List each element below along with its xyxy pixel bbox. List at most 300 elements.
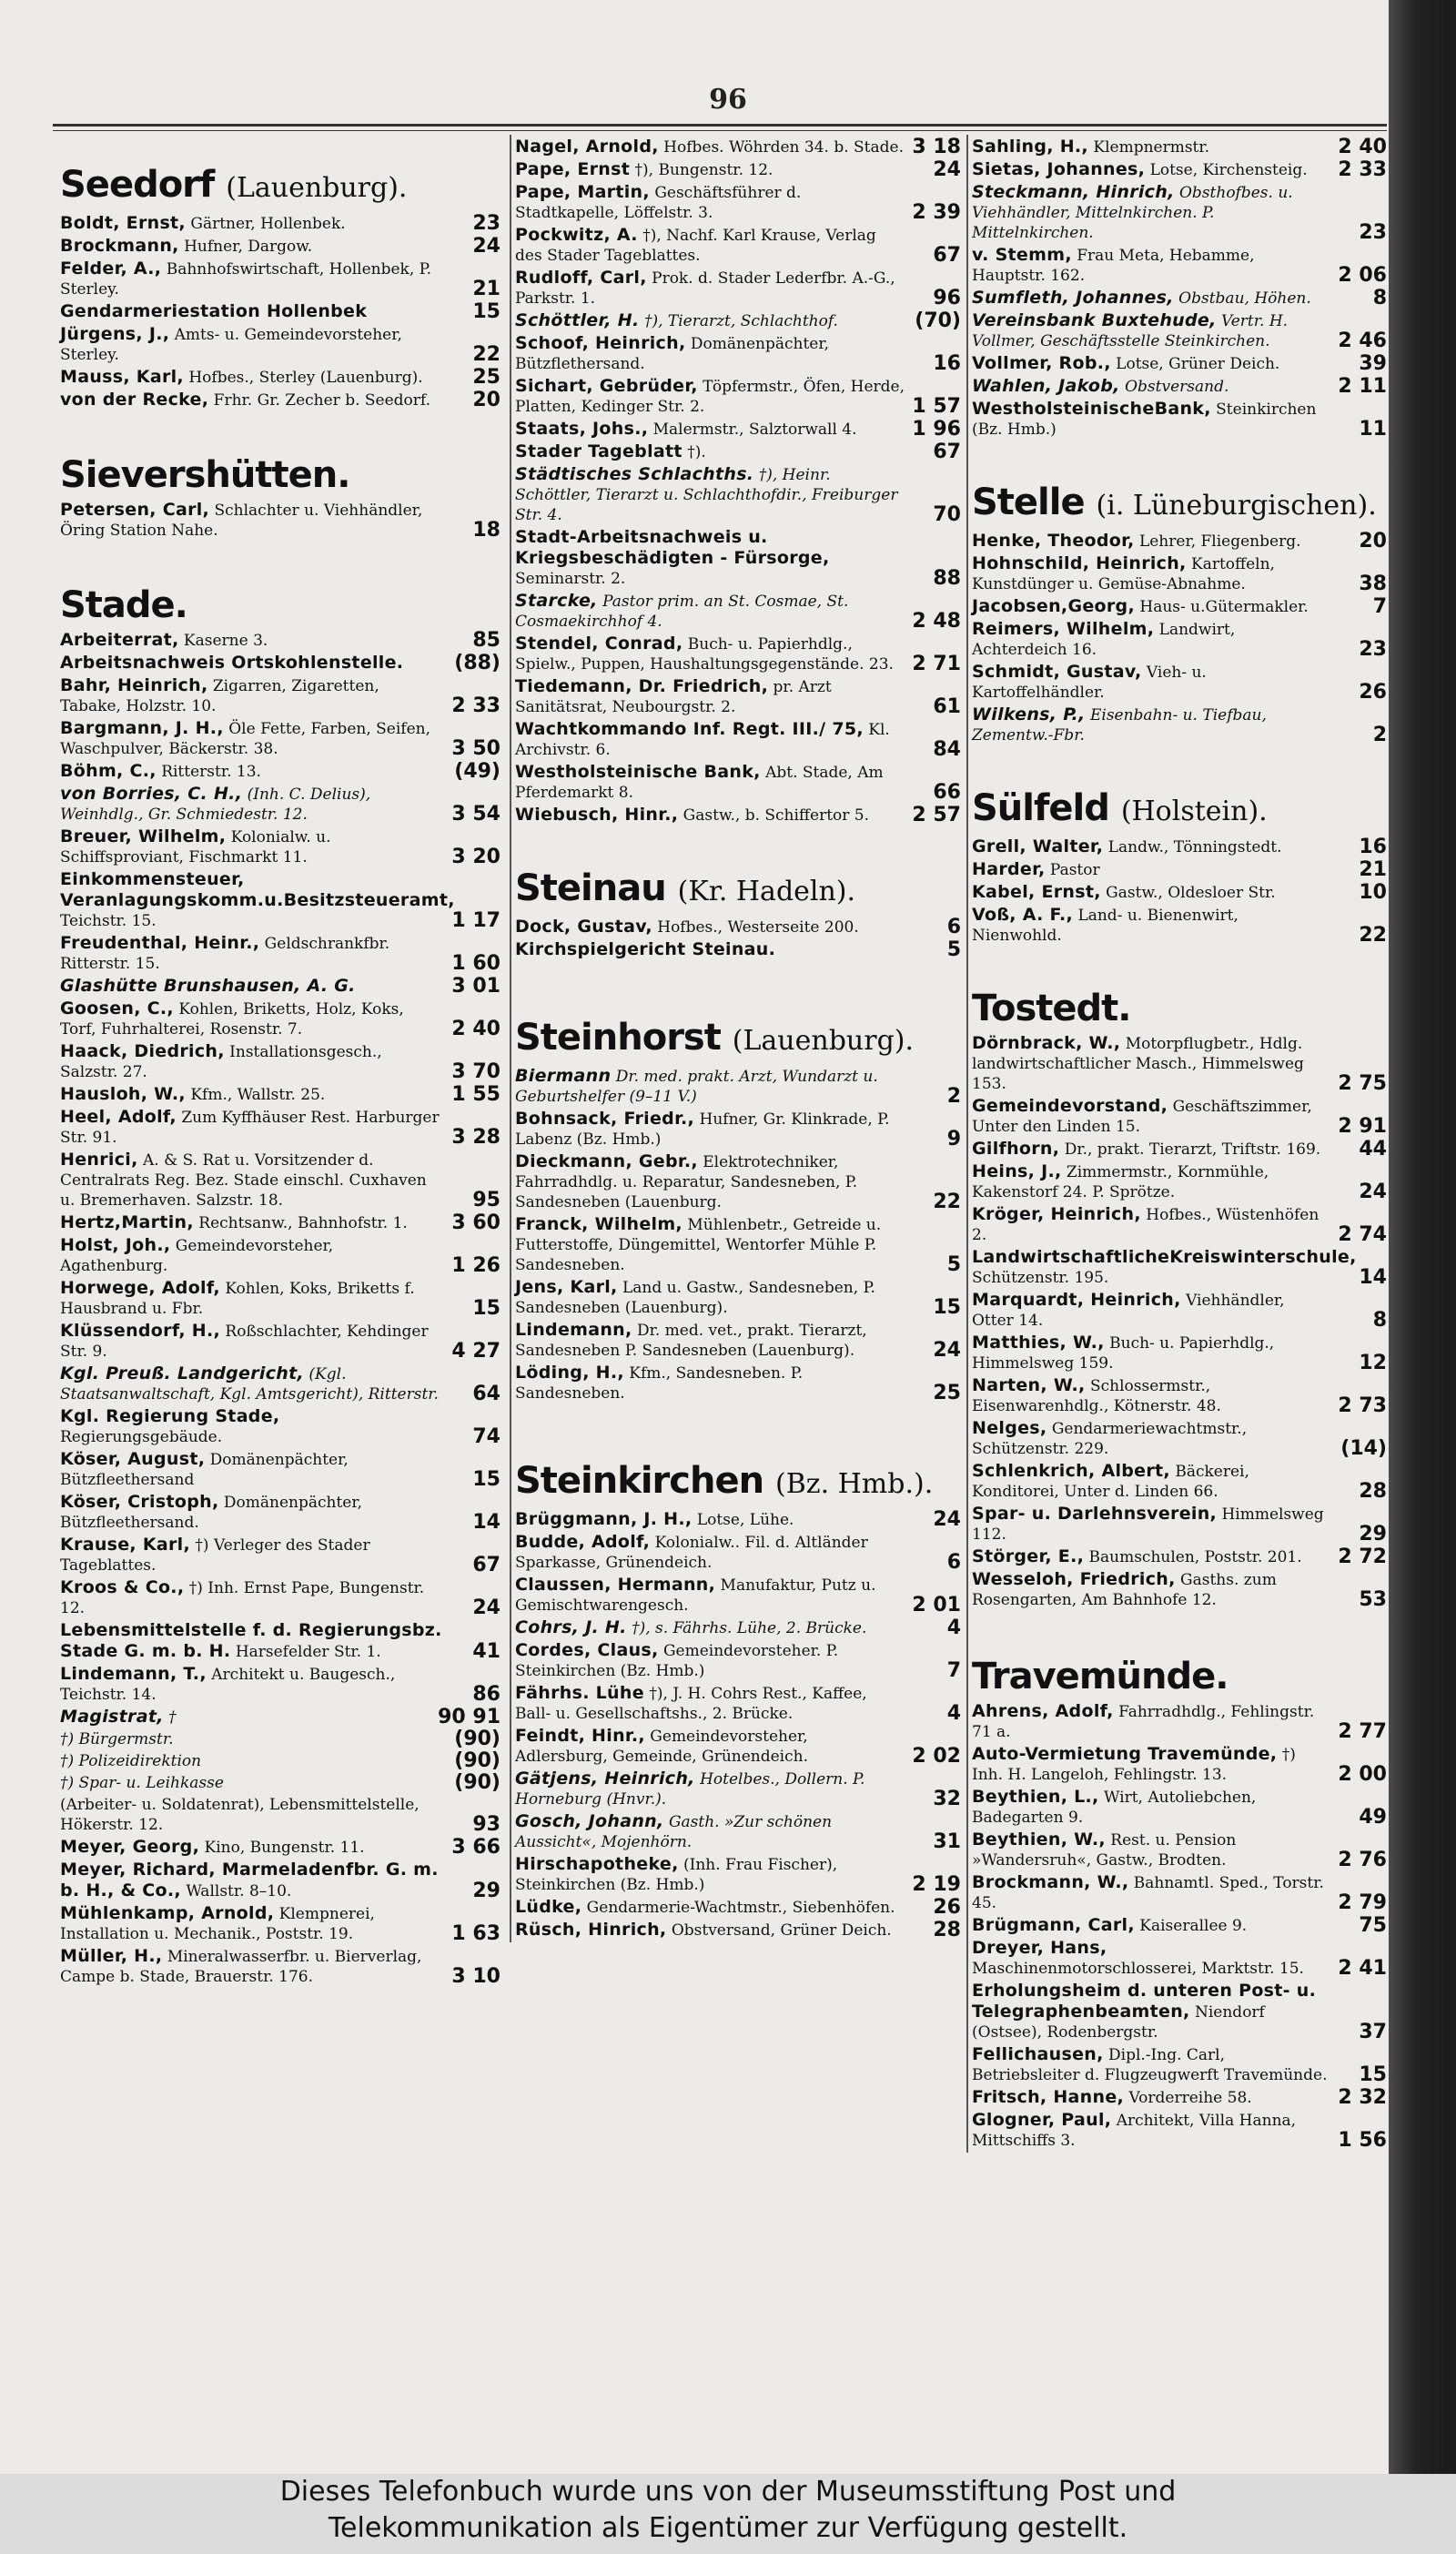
listing-entry <box>972 2044 1387 2085</box>
town-region: (Lauenburg). <box>226 172 408 204</box>
town-region: (Bz. Hmb.). <box>775 1468 934 1500</box>
listing-description: Frhr. Gr. Zecher b. Seedorf. <box>213 391 430 410</box>
listing-description: Vorderreihe 58. <box>1128 2089 1252 2107</box>
listing-name: Vereinsbank Buxtehude, <box>972 310 1217 330</box>
column-1 <box>56 135 500 1989</box>
listing-name: Löding, H., <box>515 1363 624 1383</box>
listing-entry <box>972 836 1387 857</box>
listing-description: †). <box>687 443 706 461</box>
phone-number: 24 <box>472 235 500 258</box>
listing-entry <box>515 464 961 525</box>
phone-number: 93 <box>472 1813 500 1836</box>
listing-entry <box>60 784 500 825</box>
listing-entry <box>515 1363 961 1404</box>
listing-description: Fahrradhdlg., Fehlingstr. 71 a. <box>972 1703 1315 1741</box>
listing-description: Pastor prim. an St. Cosmae, St. Cosmaekirchhof 4. <box>515 593 849 631</box>
listing-entry <box>60 675 500 716</box>
listing-name: Brüggmann, J. H., <box>515 1509 693 1529</box>
listing-name: Fellichausen, <box>972 2044 1104 2064</box>
listing-description: Niendorf (Ostsee), Rodenbergstr. <box>972 2003 1265 2042</box>
phone-number: 28 <box>1359 1480 1387 1503</box>
listing-description: †), s. Fährhs. Lühe, 2. Brücke. <box>632 1619 867 1637</box>
phone-number: 37 <box>1359 2021 1387 2043</box>
phone-number: 15 <box>472 1297 500 1320</box>
phone-number: 2 11 <box>1338 375 1387 398</box>
phone-number: 25 <box>472 366 500 389</box>
listing-name: Sietas, Johannes, <box>972 159 1146 179</box>
listing-description: Hofbes., Westerseite 200. <box>657 918 859 937</box>
phone-number: 15 <box>933 1296 961 1319</box>
listing-entry <box>515 1897 961 1918</box>
listing-entry <box>60 1084 500 1105</box>
listing-name: Henke, Theodor, <box>972 531 1135 551</box>
phone-number: 24 <box>933 1339 961 1362</box>
listing-description: (Kgl. Staatsanwaltschaft, Kgl. Amtsgericht), Ritterstr. <box>60 1365 439 1404</box>
listing-description: †), Bungenstr. 12. <box>634 161 774 179</box>
listing-entry <box>972 1744 1387 1785</box>
listing-entry <box>972 1096 1387 1137</box>
listing-entry <box>60 826 500 867</box>
listing-entry <box>972 1033 1387 1094</box>
listing-description: Teichstr. 15. <box>60 912 157 930</box>
listing-name: Tiedemann, Dr. Friedrich, <box>515 676 769 696</box>
listing-description: Wirt, Autoliebchen, Badegarten 9. <box>972 1789 1257 1827</box>
listing-description: † <box>168 1708 177 1727</box>
phone-number: 2 46 <box>1338 329 1387 352</box>
phone-number: 29 <box>1359 1523 1387 1546</box>
phone-number: 9 <box>946 1128 961 1150</box>
phone-number: 2 19 <box>912 1873 961 1896</box>
listing-name: von der Recke, <box>60 390 209 410</box>
phone-number: 15 <box>472 1468 500 1491</box>
phone-number: 3 54 <box>451 803 500 826</box>
listing-name: Beythien, L., <box>972 1787 1099 1807</box>
listing-name: Claussen, Hermann, <box>515 1575 716 1595</box>
phone-number: 39 <box>1359 352 1387 375</box>
listing-name: Arbeiterrat, <box>60 630 179 650</box>
listing-entry <box>60 1041 500 1082</box>
listing-entry <box>515 591 961 632</box>
phone-number: 22 <box>472 343 500 366</box>
listing-description: Eisenbahn- u. Tiefbau, Zementw.-Fbr. <box>972 706 1267 745</box>
listing-entry <box>515 1151 961 1212</box>
listing-entry <box>972 619 1387 660</box>
listing-description: Kfm., Sandesneben. P. Sandesneben. <box>515 1364 804 1403</box>
footer-line-1: Dieses Telefonbuch wurde uns von der Museumsstiftung Post und <box>279 2476 1177 2508</box>
listing-description: Dr. med. prakt. Arzt, Wundarzt u. Geburtshelfer (9–11 V.) <box>515 1068 878 1106</box>
listing-name: Glashütte Brunshausen, A. G. <box>60 976 356 996</box>
listing-name: Köser, Cristoph, <box>60 1492 219 1512</box>
listing-entry <box>60 933 500 974</box>
phone-number: 24 <box>933 1508 961 1531</box>
town-name: Sülfeld <box>972 787 1109 829</box>
listing-description: Schlossermstr., Eisenwarenhdlg., Kötnerstr. 48. <box>972 1377 1221 1415</box>
listing-name: Schöttler, H. <box>515 310 640 330</box>
listing-name: Sahling, H., <box>972 137 1088 157</box>
listing-entry <box>60 1278 500 1319</box>
listing-entry <box>972 662 1387 703</box>
phone-number: 12 <box>1359 1352 1387 1374</box>
phone-number: 86 <box>472 1683 500 1706</box>
town-name: Travemünde. <box>972 1656 1228 1698</box>
phone-number: 2 32 <box>1338 2086 1387 2109</box>
listing-entry <box>515 633 961 674</box>
listing-name: Nelges, <box>972 1418 1047 1438</box>
listing-entry <box>60 630 500 651</box>
listing-entry <box>515 762 961 803</box>
listing-description: Motorpflugbetr., Hdlg. landwirtschaftlicher Masch., Himmelsweg 153. <box>972 1035 1304 1093</box>
phone-number: 61 <box>933 695 961 718</box>
listing-name: Wahlen, Jakob, <box>972 376 1120 396</box>
listing-description: A. & S. Rat u. Vorsitzender d. Centralrats Reg. Bez. Stade einschl. Cuxhaven u. Bremerhaven. Salzstr. 18. <box>60 1151 427 1210</box>
listing-name: Pape, Ernst <box>515 159 631 179</box>
phone-number: 4 <box>946 1617 961 1639</box>
phone-number: 3 70 <box>451 1060 500 1083</box>
listing-name: Hausloh, W., <box>60 1084 186 1104</box>
listing-description: Ritterstr. 13. <box>161 763 261 781</box>
listing-description: Lehrer, Fliegenberg. <box>1138 532 1301 551</box>
listing-entry <box>515 719 961 760</box>
listing-name: Grell, Walter, <box>972 836 1104 856</box>
listing-entry <box>515 137 961 157</box>
town-region: (Holstein). <box>1120 796 1268 827</box>
listing-entry <box>972 353 1387 374</box>
listing-name: Arbeitsnachweis Ortskohlenstelle. <box>60 653 404 673</box>
listing-entry <box>972 310 1387 351</box>
listing-name: Klüssendorf, H., <box>60 1321 221 1341</box>
listing-description: Bahnhofswirtschaft, Hollenbek, P. Sterley. <box>60 260 432 299</box>
listing-description: Malermstr., Salztorwall 4. <box>652 421 857 439</box>
listing-name: Cordes, Claus, <box>515 1640 659 1660</box>
listing-description: Kfm., Wallstr. 25. <box>190 1086 326 1104</box>
phone-number: 64 <box>472 1383 500 1405</box>
listing-description: Obsthofbes. u. Viehhändler, Mittelnkirchen. P. Mittelnkirchen. <box>972 184 1293 242</box>
listing-name: Müller, H., <box>60 1946 163 1966</box>
listing-description: Hofbes., Wüstenhöfen 2. <box>972 1206 1320 1244</box>
town-name: Sievershütten. <box>60 454 350 496</box>
listing-entry <box>515 1920 961 1941</box>
phone-number: 1 26 <box>451 1254 500 1277</box>
listing-description: Gemeindevorsteher. P. Steinkirchen (Bz. Hmb.) <box>515 1642 839 1680</box>
listing-name: Holst, Joh., <box>60 1235 171 1255</box>
listing-entry <box>972 1139 1387 1160</box>
listing-entry <box>60 1150 500 1211</box>
listing-name: Boldt, Ernst, <box>60 213 186 233</box>
phone-number: 22 <box>1359 924 1387 947</box>
phone-number: 2 91 <box>1338 1115 1387 1138</box>
listing-entry <box>972 245 1387 286</box>
listing-entry <box>515 917 961 937</box>
listing-name: Reimers, Wilhelm, <box>972 619 1155 639</box>
listing-entry <box>972 182 1387 243</box>
listing-entry <box>972 1872 1387 1913</box>
listing-entry <box>515 1214 961 1275</box>
phone-number: 2 41 <box>1338 1957 1387 1980</box>
listing-entry <box>515 1683 961 1724</box>
listing-entry <box>515 1769 961 1809</box>
phone-number: 41 <box>472 1640 500 1663</box>
listing-entry <box>515 441 961 462</box>
phone-number: 3 50 <box>451 737 500 760</box>
listing-entry <box>60 718 500 759</box>
listing-description: Viehhändler, Otter 14. <box>972 1292 1285 1330</box>
listing-description: Hofbes. Wöhrden 34. b. Stade. <box>663 138 904 157</box>
listing-name: Rudloff, Carl, <box>515 268 647 288</box>
listing-entry <box>972 1290 1387 1331</box>
listing-name: Böhm, C., <box>60 761 157 781</box>
listing-entry <box>60 236 500 257</box>
listing-entry <box>60 1212 500 1233</box>
listing-name: Jacobsen,Georg, <box>972 596 1135 616</box>
listing-entry <box>972 376 1387 397</box>
listing-entry <box>60 390 500 410</box>
town-heading <box>972 480 1387 529</box>
listing-description: Steinkirchen (Bz. Hmb.) <box>972 400 1317 439</box>
listing-name: Gilfhorn, <box>972 1139 1060 1159</box>
phone-number: 67 <box>933 441 961 463</box>
town-heading <box>60 452 500 498</box>
listing-description: Obstversand. <box>1125 378 1229 396</box>
listing-entry <box>515 225 961 266</box>
listing-name: Lindemann, <box>515 1320 632 1340</box>
listing-entry <box>972 1375 1387 1416</box>
phone-number: 10 <box>1359 881 1387 904</box>
phone-number: 1 56 <box>1338 2129 1387 2152</box>
listing-name: Kröger, Heinrich, <box>972 1204 1141 1224</box>
listing-description: Lotse, Grüner Deich. <box>1116 355 1280 373</box>
listing-name: Sichart, Gebrüder, <box>515 376 698 396</box>
town-name: Steinkirchen <box>515 1460 764 1502</box>
listing-name: Budde, Adolf, <box>515 1532 651 1552</box>
listing-entry <box>515 1617 961 1638</box>
listing-name: WestholsteinischeBank, <box>972 399 1211 419</box>
phone-number: 2 <box>1372 724 1387 746</box>
column-3 <box>966 135 1387 2153</box>
phone-number: 2 72 <box>1338 1546 1387 1568</box>
listing-description: Gemeindevorsteher, Agathenburg. <box>60 1237 334 1275</box>
listing-description: Land u. Gastw., Sandesneben, P. Sandesneben (Lauenburg). <box>515 1279 875 1317</box>
phone-number: 1 57 <box>912 395 961 418</box>
listing-description: Bahnamtl. Sped., Torstr. 45. <box>972 1874 1324 1912</box>
phone-number: 3 66 <box>451 1836 500 1859</box>
listing-name: LandwirtschaftlicheKreiswinterschule, <box>972 1247 1357 1267</box>
phone-number: 6 <box>946 1551 961 1574</box>
listing-name: Mühlenkamp, Arnold, <box>60 1903 275 1923</box>
listing-description: †), Nachf. Karl Krause, Verlag des Stader Tageblattes. <box>515 227 876 265</box>
listing-entry <box>972 905 1387 946</box>
listing-name: Fritsch, Hanne, <box>972 2087 1125 2107</box>
listing-description: Gendarmerie-Wachtmstr., Siebenhöfen. <box>586 1899 895 1917</box>
listing-description: Hufner, Gr. Klinkrade, P. Labenz (Bz. Hmb.) <box>515 1110 890 1149</box>
listing-description: Lotse, Kirchensteig. <box>1149 161 1308 179</box>
town-name: Stade. <box>60 584 187 626</box>
listing-description: Geschäftsführer d. Stadtkapelle, Löffelstr. 3. <box>515 184 802 222</box>
listing-name: Lüdke, <box>515 1897 582 1917</box>
phone-number: 2 79 <box>1338 1891 1387 1914</box>
listing-name: Staats, Johs., <box>515 419 649 439</box>
listing-entry <box>515 676 961 717</box>
listing-description: Installationsgesch., Salzstr. 27. <box>60 1043 382 1081</box>
listing-description: Buch- u. Papierhdlg., Spielw., Puppen, Haushaltungsgegenstände. 23. <box>515 635 894 674</box>
listing-description: Wallstr. 8–10. <box>186 1882 292 1900</box>
listing-entry <box>972 1461 1387 1502</box>
phone-number: 2 74 <box>1338 1223 1387 1246</box>
listing-name: Stader Tageblatt <box>515 441 682 461</box>
phone-number: 2 <box>946 1085 961 1108</box>
listing-entry <box>972 1247 1387 1288</box>
listing-name: Schmidt, Gustav, <box>972 662 1142 682</box>
listing-entry <box>515 1509 961 1530</box>
listing-entry <box>972 288 1387 309</box>
listing-entry <box>60 1795 500 1835</box>
phone-number: 23 <box>1359 638 1387 661</box>
listing-entry <box>972 1938 1387 1979</box>
listing-entry <box>515 1066 961 1107</box>
listing-name: Lebensmittelstelle f. d. Regierungsbz. Stade G. m. b. H. <box>60 1620 442 1661</box>
phone-number: 2 00 <box>1338 1763 1387 1786</box>
listing-entry <box>515 1320 961 1361</box>
listing-name: Henrici, <box>60 1150 138 1170</box>
listing-entry <box>972 1829 1387 1870</box>
listing-entry <box>515 1854 961 1895</box>
listing-description: Kaiserallee 9. <box>1139 1917 1248 1935</box>
listing-description: Maschinenmotorschlosserei, Marktstr. 15. <box>972 1960 1304 1978</box>
listing-entry <box>60 1235 500 1276</box>
phone-number: 96 <box>933 287 961 309</box>
phone-number: 49 <box>1359 1806 1387 1829</box>
listing-description: Kohlen, Briketts, Holz, Koks, Torf, Fuhrhalterei, Rosenstr. 7. <box>60 1000 404 1039</box>
phone-number: (90) <box>454 1728 500 1750</box>
listing-description: Architekt, Villa Hanna, Mittschiffs 3. <box>972 2112 1297 2150</box>
listing-name: Dörnbrack, W., <box>972 1033 1121 1053</box>
phone-number: (90) <box>454 1749 500 1772</box>
listing-name: Goosen, C., <box>60 998 174 1019</box>
listing-name: Meyer, Georg, <box>60 1837 200 1857</box>
phone-number: 3 60 <box>451 1211 500 1234</box>
phone-number: 24 <box>472 1596 500 1619</box>
listing-description: Elektrotechniker, Fahrradhdlg. u. Reparatur, Sandesneben, P. Sandesneben (Lauenburg. <box>515 1153 858 1211</box>
town-name: Stelle <box>972 481 1085 523</box>
phone-number: 2 77 <box>1338 1720 1387 1743</box>
listing-description: (Inh. C. Delius), Weinhdlg., Gr. Schmiedestr. 12. <box>60 785 371 824</box>
phone-number: 95 <box>472 1189 500 1211</box>
phone-number: 8 <box>1372 287 1387 309</box>
listing-description: Gärtner, Hollenbek. <box>190 215 346 233</box>
listing-name: Biermann <box>515 1066 612 1086</box>
listing-name: Hertz,Martin, <box>60 1212 194 1232</box>
phone-number: 2 73 <box>1338 1394 1387 1417</box>
phone-number: 5 <box>946 1253 961 1276</box>
listing-name: Städtisches Schlachths. <box>515 464 754 484</box>
phone-number: 2 01 <box>912 1594 961 1617</box>
listing-entry <box>515 1277 961 1318</box>
listing-name: Stendel, Conrad, <box>515 633 683 654</box>
listing-description: Pastor <box>1049 861 1100 879</box>
listing-entry <box>515 1811 961 1852</box>
listing-description: Töpfermstr., Öfen, Herde, Platten, Kedinger Str. 2. <box>515 378 905 416</box>
listing-name: Krause, Karl, <box>60 1535 191 1555</box>
listing-description: Zum Kyffhäuser Rest. Harburger Str. 91. <box>60 1109 440 1147</box>
listing-name: Glogner, Paul, <box>972 2110 1112 2130</box>
listing-description: Obstbau, Höhen. <box>1178 289 1311 308</box>
listing-name: Voß, A. F., <box>972 905 1074 925</box>
phone-number: 26 <box>933 1896 961 1919</box>
listing-entry <box>972 859 1387 880</box>
phone-number: (49) <box>454 760 500 783</box>
listing-name: Stadt-Arbeitsnachweis u. Kriegsbeschädigten - Fürsorge, <box>515 527 830 568</box>
listing-entry <box>60 367 500 388</box>
phone-number: 23 <box>472 212 500 235</box>
listing-name: Köser, August, <box>60 1449 206 1469</box>
listing-entry <box>60 1107 500 1148</box>
phone-number: 4 27 <box>451 1340 500 1363</box>
phone-number: 2 57 <box>912 804 961 826</box>
phone-number: 28 <box>933 1919 961 1941</box>
listing-entry <box>60 213 500 234</box>
phone-number: (90) <box>454 1771 500 1794</box>
listing-entry <box>60 998 500 1039</box>
listing-name: Störger, E., <box>972 1546 1085 1566</box>
listing-entry <box>60 869 500 931</box>
town-region: (Lauenburg). <box>732 1025 915 1057</box>
town-heading <box>515 866 961 915</box>
listing-entry <box>60 1620 500 1662</box>
listing-description: Domänenpächter, Bützflethersand. <box>515 335 829 373</box>
listing-description: Land- u. Bienenwirt, Nienwohld. <box>972 907 1239 945</box>
phone-number: 1 60 <box>451 952 500 975</box>
listing-entry <box>60 1577 500 1618</box>
listing-name: Gendarmeriestation Hollenbek <box>60 301 368 321</box>
listing-entry <box>515 1726 961 1767</box>
listing-description: Mühlenbetr., Getreide u. Futterstoffe, Düngemittel, Wentorfer Mühle P. Sandesneben. <box>515 1216 882 1274</box>
listing-entry <box>515 1109 961 1150</box>
listing-description: †) Verleger des Stader Tageblattes. <box>60 1536 370 1575</box>
listing-description: Gasth. »Zur schönen Aussicht«, Mojenhörn. <box>515 1813 833 1851</box>
listing-description: Harsefelder Str. 1. <box>235 1643 381 1661</box>
listing-entry <box>972 1546 1387 1567</box>
phone-number: 6 <box>946 916 961 938</box>
town-heading <box>972 1654 1387 1699</box>
listing-entry <box>60 1729 500 1749</box>
listing-name: Kroos & Co., <box>60 1577 185 1597</box>
listing-description: Domänenpächter, Bützfleethersand. <box>60 1494 362 1532</box>
listing-description: (Inh. Frau Fischer), Steinkirchen (Bz. Hmb.) <box>515 1856 838 1894</box>
phone-number: 67 <box>933 244 961 267</box>
listing-name: Schoof, Heinrich, <box>515 333 686 353</box>
listing-name: Kgl. Regierung Stade, <box>60 1406 280 1426</box>
phone-number: 3 10 <box>451 1965 500 1988</box>
phone-number: (14) <box>1340 1437 1387 1460</box>
phone-number: 2 48 <box>912 610 961 633</box>
phone-number: (70) <box>915 309 961 332</box>
listing-name: Haack, Diedrich, <box>60 1041 225 1061</box>
listing-description: Manufaktur, Putz u. Gemischtwarengesch. <box>515 1576 876 1615</box>
page-edge-shadow <box>1389 0 1456 2474</box>
listing-name: Wilkens, P., <box>972 704 1086 725</box>
listing-entry <box>515 1640 961 1681</box>
listing-entry <box>972 1569 1387 1610</box>
listing-entry <box>515 376 961 417</box>
phone-number: 15 <box>1359 2063 1387 2086</box>
town-region: (Kr. Hadeln). <box>677 876 856 907</box>
listing-description: Mineralwasserfbr. u. Bierverlag, Campe b. Stade, Brauerstr. 176. <box>60 1948 422 1986</box>
phone-number: 21 <box>1359 858 1387 881</box>
phone-number: 20 <box>1359 530 1387 552</box>
phone-number: 31 <box>933 1830 961 1853</box>
phone-number: 3 01 <box>451 975 500 998</box>
phone-number: 2 39 <box>912 201 961 224</box>
listing-description: Haus- u.Gütermakler. <box>1139 598 1309 616</box>
